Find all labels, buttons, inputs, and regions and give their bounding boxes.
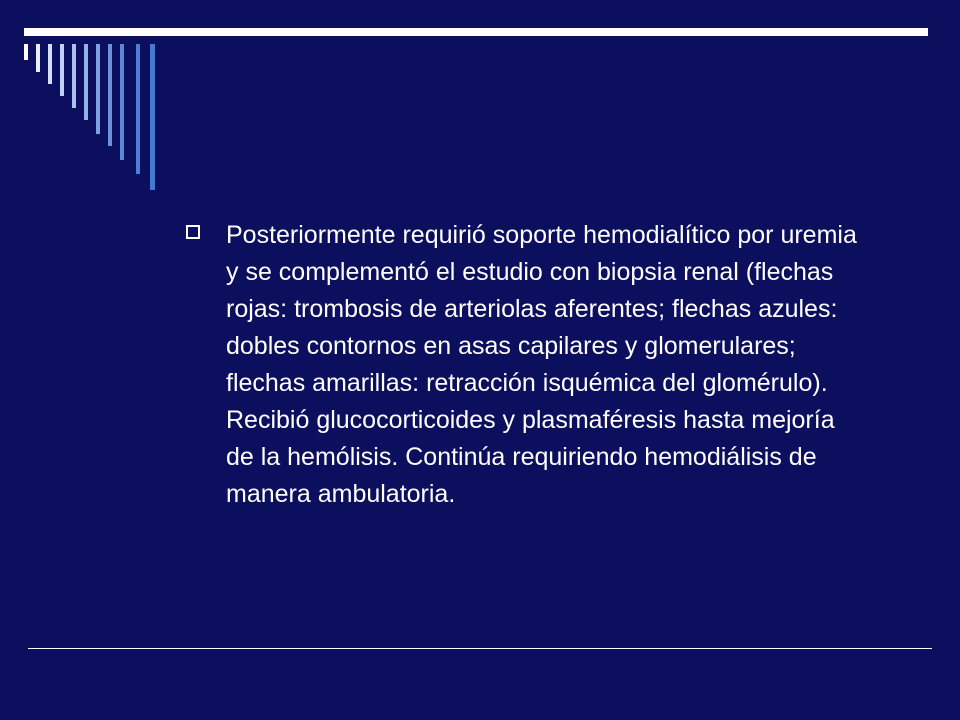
stripe [150,44,155,190]
stripe [96,44,100,134]
stripe [72,44,76,108]
hollow-square-icon [186,225,200,239]
stripe [108,44,112,146]
bullet-text: Posteriormente requirió soporte hemodialítico por uremia y se complementó el estudio con biopsia renal (flechas rojas: trombosis de arteriolas aferentes; flechas azules: dobles contornos en asas capilares y glomerulares; flechas amarillas: retracción isquémica del glomérulo). Recibió glucocorticoides y plasmaféresis hasta mejoría de la hemólisis. Continúa requiriendo hemodiálisis de manera ambulatoria. [226,221,857,508]
stripe [24,44,28,60]
bottom-rule [28,648,932,649]
stripe [136,44,140,174]
decorative-stripes [0,0,200,200]
stripe [120,44,124,160]
stripe [84,44,88,120]
stripe [36,44,40,72]
stripe [48,44,52,84]
stripe [60,44,64,96]
